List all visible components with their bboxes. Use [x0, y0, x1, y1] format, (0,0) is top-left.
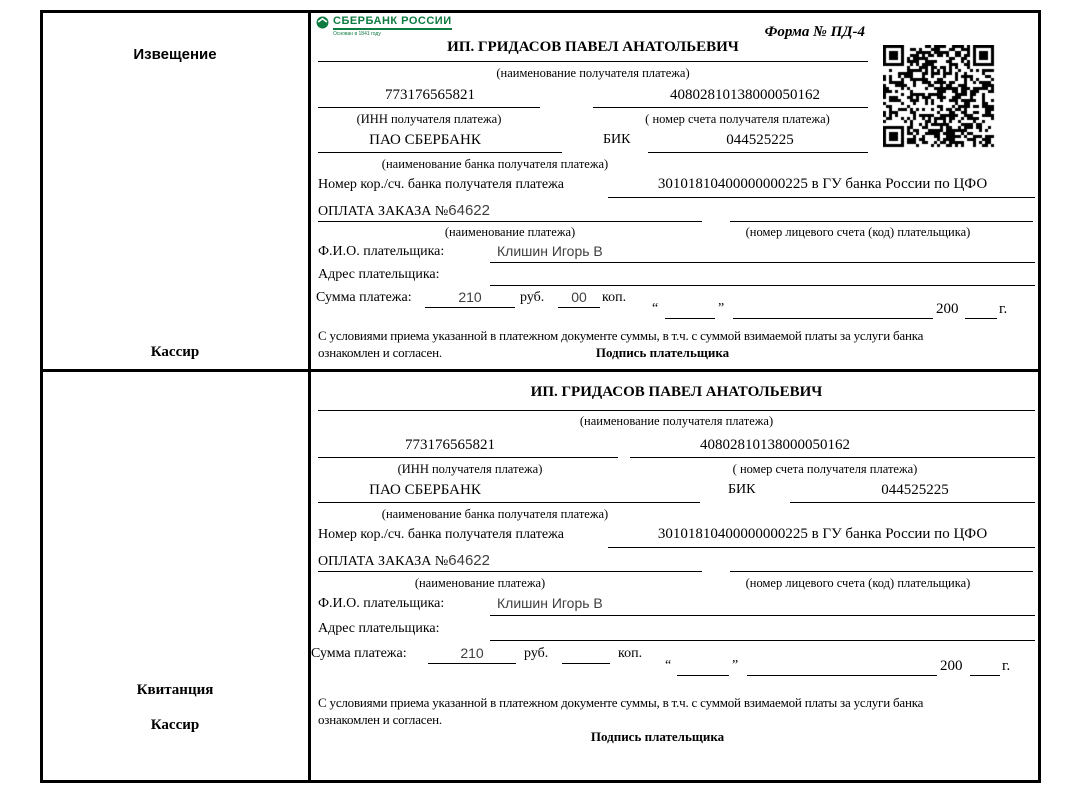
field-underline	[425, 307, 515, 308]
sum-label: Сумма платежа:	[311, 646, 407, 661]
rub-label: руб.	[520, 290, 545, 305]
inn-caption: (ИНН получателя платежа)	[397, 462, 543, 476]
field-underline	[318, 107, 540, 108]
purpose-label: ОПЛАТА ЗАКАЗА №	[318, 554, 449, 569]
field-underline	[318, 410, 1035, 411]
corr-account-label: Номер кор./сч. банка получателя платежа	[318, 177, 564, 192]
inn-caption: (ИНН получателя платежа)	[356, 112, 502, 126]
field-underline	[630, 457, 1035, 458]
field-underline	[747, 675, 937, 676]
signature-label: Подпись плательщика	[590, 729, 725, 744]
agreement-line1: С условиями приема указанной в платежном документе суммы, в т.ч. с суммой взимаемой платы за услуги банка	[318, 695, 924, 710]
personal-account-caption: (номер лицевого счета (код) плательщика)	[745, 225, 971, 239]
sum-label: Сумма платежа:	[316, 290, 412, 305]
amount-kop-value: 00	[571, 289, 587, 305]
agreement-line2: ознакомлен и согласен.	[318, 712, 442, 727]
date-year-prefix: 200	[940, 658, 963, 674]
field-underline	[318, 571, 702, 572]
sberbank-logo-tagline: Основан в 1841 году	[333, 31, 381, 37]
purpose-label: ОПЛАТА ЗАКАЗА №	[318, 204, 449, 219]
payer-address-label: Адрес плательщика:	[318, 621, 440, 636]
form-number-label: Форма № ПД-4	[764, 24, 865, 40]
field-underline	[733, 318, 933, 319]
sberbank-emblem-icon	[316, 16, 329, 34]
agreement-line1: С условиями приема указанной в платежном документе суммы, в т.ч. с суммой взимаемой платы за услуги банка	[318, 328, 924, 343]
sberbank-logo	[316, 15, 452, 37]
payment-purpose	[318, 552, 490, 570]
bank-name: ПАО СБЕРБАНК	[369, 132, 481, 148]
signature-label: Подпись плательщика	[595, 345, 730, 360]
bank-caption: (наименование банка получателя платежа)	[381, 157, 609, 171]
cashier-side-label-bottom: Кассир	[150, 717, 200, 733]
payer-name-label: Ф.И.О. плательщика:	[318, 244, 445, 259]
field-underline	[490, 640, 1035, 641]
kop-label: коп.	[602, 290, 627, 305]
field-underline	[665, 318, 715, 319]
rub-label: руб.	[524, 646, 549, 661]
purpose-caption: (наименование платежа)	[414, 576, 546, 590]
account-caption: ( номер счета получателя платежа)	[645, 112, 830, 126]
field-underline	[677, 675, 729, 676]
amount-rub-value: 210	[460, 645, 484, 661]
field-underline	[490, 615, 1035, 616]
section-divider	[40, 369, 1041, 372]
date-year-suffix: г.	[1002, 658, 1011, 674]
purpose-caption: (наименование платежа)	[444, 225, 576, 239]
payment-purpose	[318, 202, 490, 220]
date-quote-open: “	[665, 658, 672, 673]
field-underline	[558, 307, 600, 308]
corr-account-label: Номер кор./сч. банка получателя платежа	[318, 527, 564, 542]
field-underline	[970, 675, 1000, 676]
order-number: 64622	[448, 202, 490, 219]
field-underline	[608, 547, 1035, 548]
bik-label: БИК	[603, 132, 631, 147]
column-divider	[308, 10, 311, 783]
field-underline	[318, 502, 700, 503]
corr-account-value: 30101810400000000225 в ГУ банка России по ЦФО	[657, 526, 988, 542]
payee-name: ИП. ГРИДАСОВ ПАВЕЛ АНАТОЛЬЕВИЧ	[530, 384, 823, 400]
field-underline	[608, 197, 1035, 198]
date-quote-close: ”	[718, 301, 725, 316]
field-underline	[593, 107, 868, 108]
receipt-side-label: Квитанция	[136, 682, 214, 698]
date-year-suffix: г.	[999, 301, 1008, 317]
bik-value: 044525225	[881, 482, 949, 498]
qr-code	[883, 45, 995, 148]
payee-caption: (наименование получателя платежа)	[496, 66, 690, 80]
field-underline	[562, 663, 610, 664]
agreement-line2: ознакомлен и согласен.	[318, 345, 442, 360]
field-underline	[318, 221, 702, 222]
field-underline	[318, 61, 868, 62]
bik-value: 044525225	[726, 132, 794, 148]
payer-name-label: Ф.И.О. плательщика:	[318, 596, 445, 611]
field-underline	[490, 262, 1035, 263]
field-underline	[318, 152, 562, 153]
field-underline	[428, 663, 516, 664]
corr-account-value: 30101810400000000225 в ГУ банка России по ЦФО	[657, 176, 988, 192]
date-quote-open: “	[652, 301, 659, 316]
order-number: 64622	[448, 552, 490, 569]
bank-caption: (наименование банка получателя платежа)	[381, 507, 609, 521]
payee-inn: 773176565821	[405, 437, 495, 453]
bank-name: ПАО СБЕРБАНК	[369, 482, 481, 498]
field-underline	[318, 457, 618, 458]
kop-label: коп.	[618, 646, 643, 661]
payee-name: ИП. ГРИДАСОВ ПАВЕЛ АНАТОЛЬЕВИЧ	[447, 39, 739, 55]
payer-name-value: Клишин Игорь В	[497, 243, 603, 259]
field-underline	[648, 152, 868, 153]
notice-side-label: Извещение	[133, 46, 217, 63]
payee-inn: 773176565821	[385, 87, 475, 103]
date-year-prefix: 200	[936, 301, 959, 317]
date-quote-close: ”	[732, 658, 739, 673]
payee-account: 40802810138000050162	[700, 437, 850, 453]
amount-rub-value: 210	[458, 289, 482, 305]
field-underline	[730, 571, 1033, 572]
field-underline	[730, 221, 1033, 222]
field-underline	[790, 502, 1035, 503]
cashier-side-label-top: Кассир	[150, 344, 200, 360]
personal-account-caption: (номер лицевого счета (код) плательщика)	[745, 576, 971, 590]
payer-address-label: Адрес плательщика:	[318, 267, 440, 282]
payee-caption: (наименование получателя платежа)	[579, 414, 774, 428]
account-caption: ( номер счета получателя платежа)	[732, 462, 918, 476]
payer-name-value: Клишин Игорь В	[497, 595, 603, 611]
bik-label: БИК	[728, 482, 756, 497]
field-underline	[965, 318, 997, 319]
field-underline	[490, 285, 1035, 286]
sberbank-logo-text: СБЕРБАНК РОССИИ	[333, 15, 452, 30]
payee-account: 40802810138000050162	[670, 87, 820, 103]
